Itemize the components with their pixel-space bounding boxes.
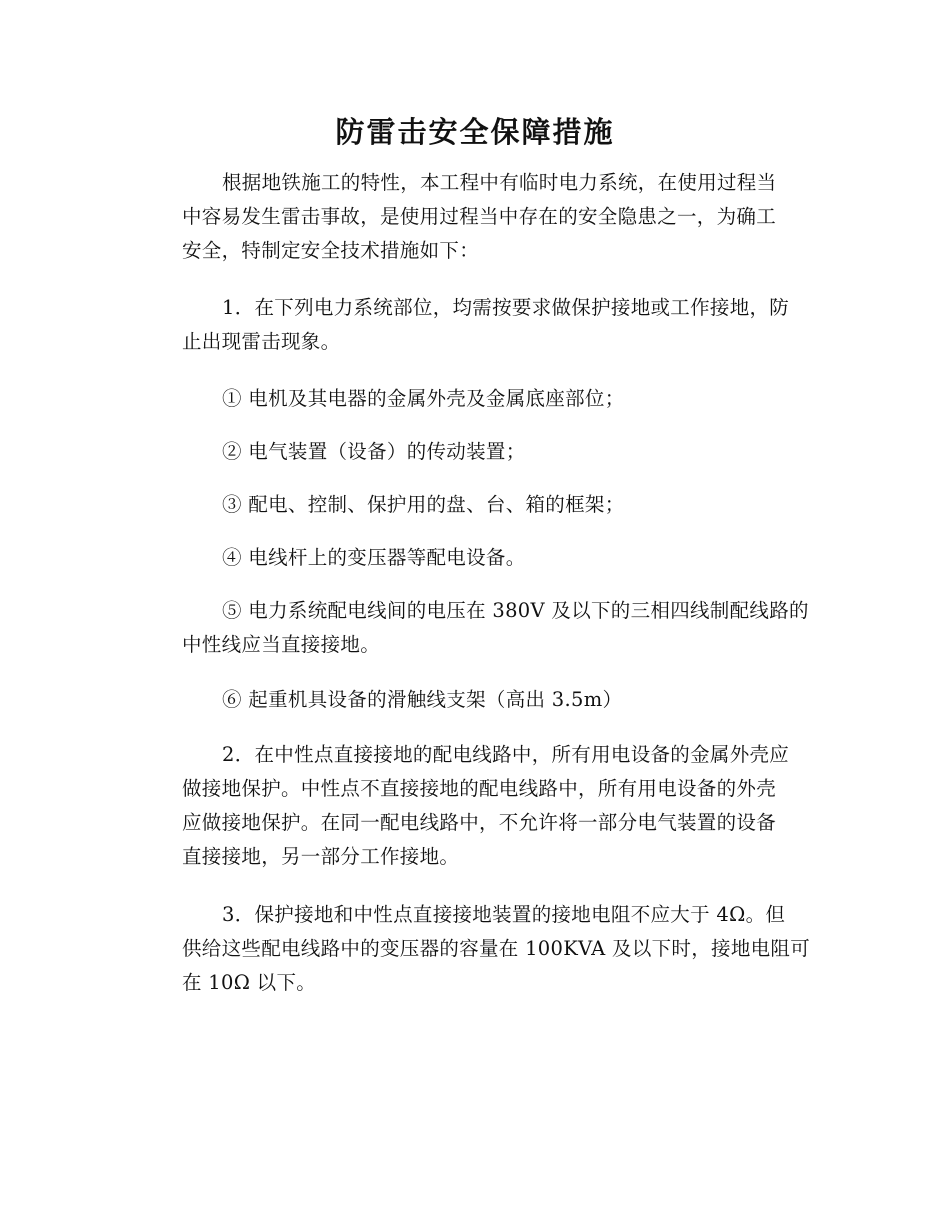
paragraph-line: ① 电机及其电器的金属外壳及金属底座部位； (222, 387, 625, 410)
paragraph-line: 中容易发生雷击事故，是使用过程当中存在的安全隐患之一，为确工 (182, 205, 777, 228)
paragraph-line: ⑤ 电力系统配电线间的电压在 380V 及以下的三相四线制配线路的 (222, 599, 809, 622)
document-title: 防雷击安全保障措施 (335, 115, 615, 149)
paragraph-line: 2．在中性点直接接地的配电线路中，所有用电设备的金属外壳应 (222, 743, 790, 766)
paragraph-line: 做接地保护。中性点不直接接地的配电线路中，所有用电设备的外壳 (182, 777, 777, 800)
paragraph-line: 在 10Ω 以下。 (182, 971, 317, 994)
paragraph-subitem-3 (143, 488, 813, 522)
paragraph-line: 供给这些配电线路中的变压器的容量在 100KVA 及以下时，接地电阻可 (182, 937, 811, 960)
paragraph-line: 止出现雷击现象。 (182, 330, 341, 353)
paragraph-subitem-5 (143, 594, 813, 662)
paragraph-item-3 (143, 898, 813, 1000)
paragraph-subitem-1 (143, 382, 813, 416)
paragraph-line: ③ 配电、控制、保护用的盘、台、箱的框架； (222, 493, 625, 516)
paragraph-line: ⑥ 起重机具设备的滑触线支架（高出 3.5m） (222, 688, 623, 711)
paragraph-item-2 (143, 738, 813, 874)
paragraph-line: ④ 电线杆上的变压器等配电设备。 (222, 546, 526, 569)
paragraph-line: 中性线应当直接接地。 (182, 633, 381, 656)
paragraph-subitem-6 (143, 683, 813, 717)
paragraph-line: 根据地铁施工的特性，本工程中有临时电力系统，在使用过程当 (222, 171, 777, 194)
paragraph-line: 1．在下列电力系统部位，均需按要求做保护接地或工作接地，防 (222, 296, 790, 319)
paragraph-intro (143, 166, 813, 268)
paragraph-line: 3．保护接地和中性点直接接地装置的接地电阻不应大于 4Ω。但 (222, 903, 786, 926)
paragraph-line: 应做接地保护。在同一配电线路中，不允许将一部分电气装置的设备 (182, 811, 777, 834)
paragraph-line: ② 电气装置（设备）的传动装置； (222, 440, 526, 463)
paragraph-subitem-2 (143, 435, 813, 469)
paragraph-subitem-4 (143, 541, 813, 575)
paragraph-line: 直接接地，另一部分工作接地。 (182, 845, 460, 868)
paragraph-item-1 (143, 291, 813, 359)
paragraph-line: 安全，特制定安全技术措施如下： (182, 239, 480, 262)
